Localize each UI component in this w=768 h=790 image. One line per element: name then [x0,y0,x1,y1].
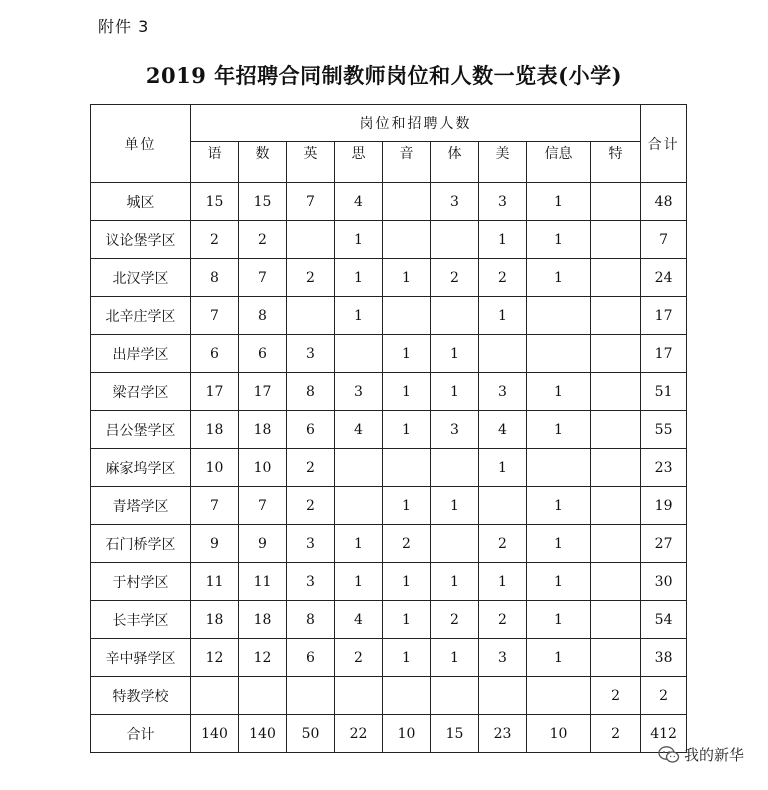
count-cell: 4 [335,601,383,639]
count-cell: 15 [431,715,479,753]
count-cell [335,449,383,487]
table-row [91,221,687,259]
count-cell [383,449,431,487]
count-cell: 1 [527,601,591,639]
count-cell [287,297,335,335]
count-cell: 1 [527,639,591,677]
count-cell [431,221,479,259]
count-cell: 1 [383,335,431,373]
count-cell: 3 [479,183,527,221]
count-cell [479,677,527,715]
wechat-icon [658,745,680,765]
count-cell [191,677,239,715]
count-cell: 18 [191,411,239,449]
count-cell: 10 [191,449,239,487]
row-total: 23 [641,449,687,487]
watermark [658,744,744,765]
count-cell: 6 [287,411,335,449]
count-cell [527,335,591,373]
count-cell: 6 [239,335,287,373]
count-cell: 3 [479,373,527,411]
count-cell [239,677,287,715]
subject-header-label: 数 [255,146,270,162]
count-cell [335,487,383,525]
count-cell: 1 [479,563,527,601]
count-cell: 12 [239,639,287,677]
count-cell [527,297,591,335]
count-cell: 1 [527,373,591,411]
count-cell [431,449,479,487]
count-cell: 1 [335,563,383,601]
group-header: 岗位和招聘人数 [191,105,641,142]
count-cell: 8 [287,601,335,639]
row-total: 30 [641,563,687,601]
row-total: 17 [641,335,687,373]
count-cell [591,487,641,525]
count-cell: 11 [191,563,239,601]
count-cell: 3 [335,373,383,411]
table-row [91,487,687,525]
count-cell [591,221,641,259]
unit-name: 合计 [91,715,191,753]
subject-header [383,142,431,183]
table-row [91,259,687,297]
count-cell: 3 [287,563,335,601]
count-cell: 3 [431,183,479,221]
subject-header-label: 信息 [544,146,573,162]
subject-header [335,142,383,183]
count-cell: 1 [431,335,479,373]
count-cell: 1 [335,297,383,335]
subject-header [191,142,239,183]
subject-header [479,142,527,183]
unit-name: 城区 [91,183,191,221]
count-cell: 2 [479,525,527,563]
count-cell: 1 [527,183,591,221]
row-total: 19 [641,487,687,525]
count-cell: 3 [287,525,335,563]
count-cell: 1 [527,487,591,525]
count-cell [591,525,641,563]
count-cell: 4 [335,411,383,449]
total-header: 合计 [641,105,687,183]
count-cell: 1 [383,639,431,677]
count-cell: 1 [383,259,431,297]
count-cell [591,639,641,677]
row-total: 412 [641,715,687,753]
count-cell: 10 [239,449,287,487]
count-cell: 1 [383,563,431,601]
count-cell: 3 [479,639,527,677]
count-cell [383,677,431,715]
count-cell: 3 [431,411,479,449]
subject-header-label: 思 [351,146,366,162]
table-row [91,411,687,449]
row-total: 7 [641,221,687,259]
count-cell [383,183,431,221]
watermark-text: 我的新华 [683,746,744,764]
count-cell: 8 [191,259,239,297]
count-cell: 7 [239,259,287,297]
table-row [91,373,687,411]
row-total: 55 [641,411,687,449]
table-row [91,449,687,487]
subject-header [239,142,287,183]
count-cell: 1 [431,563,479,601]
count-cell [479,487,527,525]
unit-name: 于村学区 [91,563,191,601]
count-cell [591,449,641,487]
table-row [91,183,687,221]
unit-name: 出岸学区 [91,335,191,373]
count-cell: 7 [191,487,239,525]
unit-name: 青塔学区 [91,487,191,525]
count-cell: 17 [239,373,287,411]
count-cell: 2 [591,677,641,715]
count-cell: 4 [335,183,383,221]
count-cell [591,297,641,335]
table-row [91,563,687,601]
unit-name: 石门桥学区 [91,525,191,563]
row-total: 2 [641,677,687,715]
count-cell: 18 [191,601,239,639]
count-cell: 1 [479,449,527,487]
table-row [91,297,687,335]
count-cell: 2 [287,449,335,487]
count-cell: 3 [287,335,335,373]
count-cell: 1 [335,259,383,297]
count-cell: 22 [335,715,383,753]
count-cell: 9 [239,525,287,563]
row-total: 27 [641,525,687,563]
count-cell: 15 [239,183,287,221]
subject-header-label: 体 [447,146,462,162]
count-cell [431,525,479,563]
count-cell: 1 [383,373,431,411]
count-cell [431,297,479,335]
subject-header-label: 音 [399,146,414,162]
count-cell: 10 [527,715,591,753]
unit-name: 北辛庄学区 [91,297,191,335]
count-cell: 140 [239,715,287,753]
count-cell [287,221,335,259]
attachment-label: 附件 3 [98,17,150,36]
count-cell: 1 [527,221,591,259]
count-cell: 1 [383,487,431,525]
count-cell [591,335,641,373]
count-cell [591,411,641,449]
row-total: 17 [641,297,687,335]
count-cell: 1 [479,221,527,259]
count-cell [287,677,335,715]
count-cell: 1 [431,373,479,411]
subject-header-label: 特 [608,146,623,162]
count-cell: 2 [287,259,335,297]
count-cell: 140 [191,715,239,753]
count-cell: 1 [431,487,479,525]
count-cell: 2 [383,525,431,563]
count-cell [335,677,383,715]
table-row [91,639,687,677]
count-cell: 9 [191,525,239,563]
row-total: 38 [641,639,687,677]
count-cell: 11 [239,563,287,601]
count-cell: 18 [239,601,287,639]
subject-header [591,142,641,183]
count-cell [383,221,431,259]
count-cell: 1 [335,525,383,563]
count-cell: 12 [191,639,239,677]
subject-header-label: 美 [495,146,510,162]
page-title: 2019 年招聘合同制教师岗位和人数一览表(小学) [145,63,623,88]
count-cell: 8 [239,297,287,335]
count-cell: 1 [383,411,431,449]
count-cell: 7 [239,487,287,525]
count-cell [527,677,591,715]
count-cell [335,335,383,373]
row-total: 51 [641,373,687,411]
subject-header-label: 语 [207,146,222,162]
count-cell: 1 [527,525,591,563]
count-cell: 1 [527,563,591,601]
subject-header [287,142,335,183]
count-cell: 4 [479,411,527,449]
count-cell [591,183,641,221]
count-cell: 2 [431,601,479,639]
count-cell: 1 [527,411,591,449]
table-row [91,715,687,753]
count-cell [431,677,479,715]
count-cell [591,373,641,411]
unit-name: 辛中驿学区 [91,639,191,677]
header-row-main [91,105,687,142]
unit-header: 单位 [91,105,191,183]
unit-name: 吕公堡学区 [91,411,191,449]
count-cell [591,601,641,639]
unit-name: 梁召学区 [91,373,191,411]
count-cell: 2 [239,221,287,259]
unit-name: 麻家坞学区 [91,449,191,487]
count-cell: 18 [239,411,287,449]
row-total: 24 [641,259,687,297]
count-cell: 2 [591,715,641,753]
subject-header [527,142,591,183]
count-cell: 1 [479,297,527,335]
subject-header [431,142,479,183]
recruitment-table [90,104,687,753]
count-cell: 2 [335,639,383,677]
count-cell: 50 [287,715,335,753]
count-cell: 17 [191,373,239,411]
count-cell [591,259,641,297]
count-cell: 6 [287,639,335,677]
count-cell: 6 [191,335,239,373]
count-cell: 1 [335,221,383,259]
count-cell: 7 [191,297,239,335]
row-total: 54 [641,601,687,639]
count-cell: 10 [383,715,431,753]
count-cell: 7 [287,183,335,221]
count-cell: 1 [383,601,431,639]
subject-header-label: 英 [303,146,318,162]
row-total: 48 [641,183,687,221]
count-cell [591,563,641,601]
count-cell: 2 [431,259,479,297]
table-row [91,335,687,373]
count-cell: 2 [479,601,527,639]
count-cell [479,335,527,373]
count-cell [527,449,591,487]
count-cell: 1 [431,639,479,677]
count-cell: 2 [287,487,335,525]
unit-name: 长丰学区 [91,601,191,639]
count-cell: 15 [191,183,239,221]
unit-name: 特教学校 [91,677,191,715]
count-cell: 2 [479,259,527,297]
table-row [91,525,687,563]
unit-name: 北汉学区 [91,259,191,297]
count-cell: 8 [287,373,335,411]
table-row [91,677,687,715]
count-cell: 2 [191,221,239,259]
count-cell [383,297,431,335]
count-cell: 23 [479,715,527,753]
unit-name: 议论堡学区 [91,221,191,259]
table-row [91,601,687,639]
count-cell: 1 [527,259,591,297]
